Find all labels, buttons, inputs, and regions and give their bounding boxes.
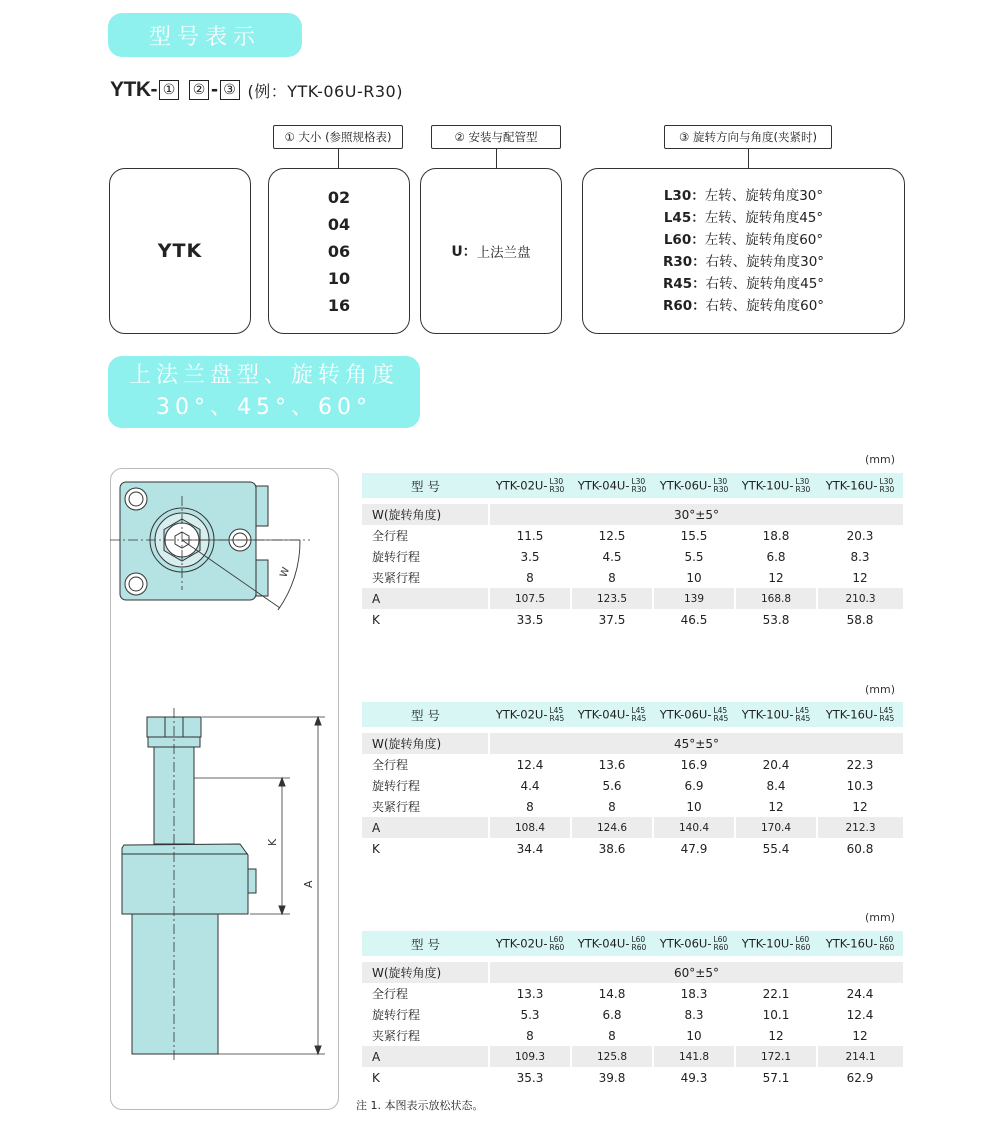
- footnote: 注 1. 本图表示放松状态。: [356, 1099, 484, 1112]
- model-code-format: [110, 78, 403, 102]
- table-cell: 4.4: [520, 778, 540, 793]
- table-cell: 8.4: [766, 778, 786, 793]
- direction-option: R60：右转、旋转角度60°: [662, 298, 825, 314]
- direction-option: L45：左转、旋转角度45°: [663, 210, 824, 226]
- table-cell: 212.3: [817, 817, 903, 838]
- table-cell: 53.8: [762, 612, 790, 627]
- model-header: YTK-04U- L45 R45: [571, 702, 653, 727]
- table-cell: 20.3: [846, 528, 874, 543]
- table-cell: 47.9: [680, 841, 708, 856]
- table-row: [362, 546, 903, 567]
- table-row-angle: [362, 962, 903, 983]
- table-cell: 8.3: [850, 549, 870, 564]
- model-header: YTK-16U- L30 R30: [817, 473, 903, 498]
- table-cell: 12: [852, 570, 868, 585]
- row-label: 旋转行程: [372, 779, 421, 793]
- table-cell: 124.6: [571, 817, 653, 838]
- table-cell: 22.1: [762, 986, 790, 1001]
- table-cell: 8: [526, 570, 534, 585]
- code-dash: -: [211, 78, 218, 101]
- size-option: 10: [327, 268, 351, 288]
- table-cell: 8: [608, 570, 616, 585]
- row-label: 全行程: [372, 758, 409, 772]
- row-label: 旋转行程: [372, 550, 421, 564]
- side-view: [122, 708, 325, 1060]
- row-label: A: [362, 817, 489, 838]
- table-cell: 170.4: [735, 817, 817, 838]
- unit-label: (mm): [865, 911, 896, 924]
- table-cell: 33.5: [516, 612, 544, 627]
- table-cell: 12: [768, 799, 784, 814]
- section-title-line2: 30°、45°、60°: [156, 395, 372, 420]
- mount-text: 上法兰盘: [476, 245, 531, 261]
- dimension-k-label: K: [266, 838, 279, 846]
- box-series: [109, 168, 251, 334]
- table-cell: 5.5: [684, 549, 704, 564]
- row-label: 夹紧行程: [372, 800, 421, 814]
- table-cell: 34.4: [516, 841, 544, 856]
- angle-value: 60°±5°: [489, 962, 903, 983]
- direction-option: L60：左转、旋转角度60°: [663, 232, 824, 248]
- table-cell: 3.5: [520, 549, 540, 564]
- table-cell: 12: [852, 1028, 868, 1043]
- table-cell: 10: [686, 1028, 702, 1043]
- unit-label: (mm): [865, 453, 896, 466]
- table-cell: 18.8: [762, 528, 790, 543]
- direction-option: R45：右转、旋转角度45°: [662, 276, 825, 292]
- table-cell: 10: [686, 799, 702, 814]
- table-cell: 57.1: [762, 1070, 790, 1085]
- table-cell: 140.4: [653, 817, 735, 838]
- model-header: YTK-02U- L45 R45: [489, 702, 571, 727]
- table-row: [362, 817, 903, 838]
- table-cell: 24.4: [846, 986, 874, 1001]
- table-cell: 62.9: [846, 1070, 874, 1085]
- table-cell: 20.4: [762, 757, 790, 772]
- table-cell: 10: [686, 570, 702, 585]
- code-field-3: ③: [220, 80, 240, 100]
- mount-code: U：: [451, 244, 477, 260]
- size-option: 16: [327, 295, 351, 315]
- table-cell: 58.8: [846, 612, 874, 627]
- angle-value: 45°±5°: [489, 733, 903, 754]
- header-model-label: 型 号: [362, 702, 489, 727]
- table-cell: 6.8: [766, 549, 786, 564]
- header-row: [362, 702, 903, 727]
- section-title-model-designation: 型号表示: [108, 13, 302, 57]
- table-cell: 35.3: [516, 1070, 544, 1085]
- table-cell: 172.1: [735, 1046, 817, 1067]
- direction-option: R30：右转、旋转角度30°: [662, 254, 825, 270]
- code-field-1: ①: [159, 80, 179, 100]
- table-cell: 107.5: [489, 588, 571, 609]
- table-cell: 8: [526, 799, 534, 814]
- header-row: [362, 931, 903, 956]
- code-example: (例：YTK-06U-R30): [247, 81, 403, 101]
- top-view: [110, 482, 310, 610]
- clamp-cylinder-drawing: [110, 468, 338, 1110]
- table-cell: 11.5: [516, 528, 544, 543]
- model-header: YTK-10U- L30 R30: [735, 473, 817, 498]
- box-directions: [582, 168, 905, 334]
- model-header: YTK-02U- L60 R60: [489, 931, 571, 956]
- table-cell: 123.5: [571, 588, 653, 609]
- box-mount: [420, 168, 562, 334]
- table-row: [362, 1067, 903, 1088]
- series-name: YTK: [157, 240, 203, 262]
- table-cell: 60.8: [846, 841, 874, 856]
- model-header: YTK-06U- L45 R45: [653, 702, 735, 727]
- table-row-angle: [362, 733, 903, 754]
- row-label: 夹紧行程: [372, 571, 421, 585]
- table-cell: 38.6: [598, 841, 626, 856]
- table-cell: 15.5: [680, 528, 708, 543]
- row-label: K: [372, 841, 380, 856]
- table-row: [362, 796, 903, 817]
- table-cell: 139: [653, 588, 735, 609]
- table-cell: 12: [768, 570, 784, 585]
- table-row: [362, 838, 903, 859]
- table-row: [362, 983, 903, 1004]
- table-cell: 55.4: [762, 841, 790, 856]
- table-cell: 5.6: [602, 778, 622, 793]
- header-model-label: 型 号: [362, 473, 489, 498]
- table-row: [362, 588, 903, 609]
- table-cell: 12: [852, 799, 868, 814]
- spec-table-30: [362, 473, 903, 630]
- row-label: W(旋转角度): [362, 962, 489, 983]
- table-row: [362, 609, 903, 630]
- table-cell: 12.5: [598, 528, 626, 543]
- table-cell: 49.3: [680, 1070, 708, 1085]
- table-cell: 13.3: [516, 986, 544, 1001]
- code-field-2: ②: [189, 80, 209, 100]
- model-header: YTK-16U- L45 R45: [817, 702, 903, 727]
- code-prefix: YTK-: [110, 78, 157, 101]
- tag-mount-type: ② 安装与配管型: [431, 125, 561, 149]
- table-row: [362, 1046, 903, 1067]
- table-cell: 108.4: [489, 817, 571, 838]
- table-cell: 168.8: [735, 588, 817, 609]
- row-label: A: [362, 588, 489, 609]
- table-cell: 16.9: [680, 757, 708, 772]
- size-option: 06: [327, 241, 351, 261]
- table-cell: 214.1: [817, 1046, 903, 1067]
- table-cell: 10.3: [846, 778, 874, 793]
- table-cell: 141.8: [653, 1046, 735, 1067]
- table-row: [362, 567, 903, 588]
- table-cell: 12: [768, 1028, 784, 1043]
- table-row: [362, 775, 903, 796]
- table-row: [362, 525, 903, 546]
- model-header: YTK-02U- L30 R30: [489, 473, 571, 498]
- table-cell: 18.3: [680, 986, 708, 1001]
- row-label: 旋转行程: [372, 1008, 421, 1022]
- table-cell: 39.8: [598, 1070, 626, 1085]
- table-cell: 46.5: [680, 612, 708, 627]
- section-title-flange-type: [108, 356, 420, 428]
- table-cell: 109.3: [489, 1046, 571, 1067]
- table-cell: 8: [526, 1028, 534, 1043]
- direction-option: L30：左转、旋转角度30°: [663, 188, 824, 204]
- table-cell: 6.8: [602, 1007, 622, 1022]
- model-header: YTK-06U- L30 R30: [653, 473, 735, 498]
- header-row: [362, 473, 903, 498]
- model-header: YTK-10U- L45 R45: [735, 702, 817, 727]
- spec-table-45: [362, 702, 903, 859]
- table-row: [362, 1004, 903, 1025]
- model-header: YTK-16U- L60 R60: [817, 931, 903, 956]
- row-label: K: [372, 612, 380, 627]
- row-label: W(旋转角度): [362, 733, 489, 754]
- model-header: YTK-04U- L60 R60: [571, 931, 653, 956]
- table-cell: 125.8: [571, 1046, 653, 1067]
- table-cell: 13.6: [598, 757, 626, 772]
- table-cell: 37.5: [598, 612, 626, 627]
- table-cell: 12.4: [516, 757, 544, 772]
- size-option: 02: [327, 187, 351, 207]
- row-label: K: [372, 1070, 380, 1085]
- model-header: YTK-06U- L60 R60: [653, 931, 735, 956]
- table-cell: 10.1: [762, 1007, 790, 1022]
- table-row-angle: [362, 504, 903, 525]
- spec-table-60: [362, 931, 903, 1088]
- table-row: [362, 1025, 903, 1046]
- row-label: 夹紧行程: [372, 1029, 421, 1043]
- section-title-line1: 上法兰盘型、旋转角度: [128, 363, 399, 388]
- box-sizes: [268, 168, 410, 334]
- tag-direction-angle: ③ 旋转方向与角度(夹紧时): [664, 125, 832, 149]
- size-option: 04: [327, 214, 351, 234]
- row-label: 全行程: [372, 529, 409, 543]
- table-cell: 210.3: [817, 588, 903, 609]
- table-cell: 6.9: [684, 778, 704, 793]
- table-cell: 22.3: [846, 757, 874, 772]
- table-cell: 5.3: [520, 1007, 540, 1022]
- dimension-a-label: A: [302, 880, 315, 888]
- model-header: YTK-04U- L30 R30: [571, 473, 653, 498]
- row-label: 全行程: [372, 987, 409, 1001]
- table-cell: 12.4: [846, 1007, 874, 1022]
- model-header: YTK-10U- L60 R60: [735, 931, 817, 956]
- table-row: [362, 754, 903, 775]
- table-cell: 4.5: [602, 549, 622, 564]
- table-cell: 8: [608, 1028, 616, 1043]
- row-label: W(旋转角度): [362, 504, 489, 525]
- dimension-w-label: W: [278, 565, 293, 580]
- table-cell: 8: [608, 799, 616, 814]
- tag-size: ① 大小 (参照规格表): [273, 125, 403, 149]
- table-cell: 8.3: [684, 1007, 704, 1022]
- table-cell: 14.8: [598, 986, 626, 1001]
- angle-value: 30°±5°: [489, 504, 903, 525]
- row-label: A: [362, 1046, 489, 1067]
- unit-label: (mm): [865, 683, 896, 696]
- header-model-label: 型 号: [362, 931, 489, 956]
